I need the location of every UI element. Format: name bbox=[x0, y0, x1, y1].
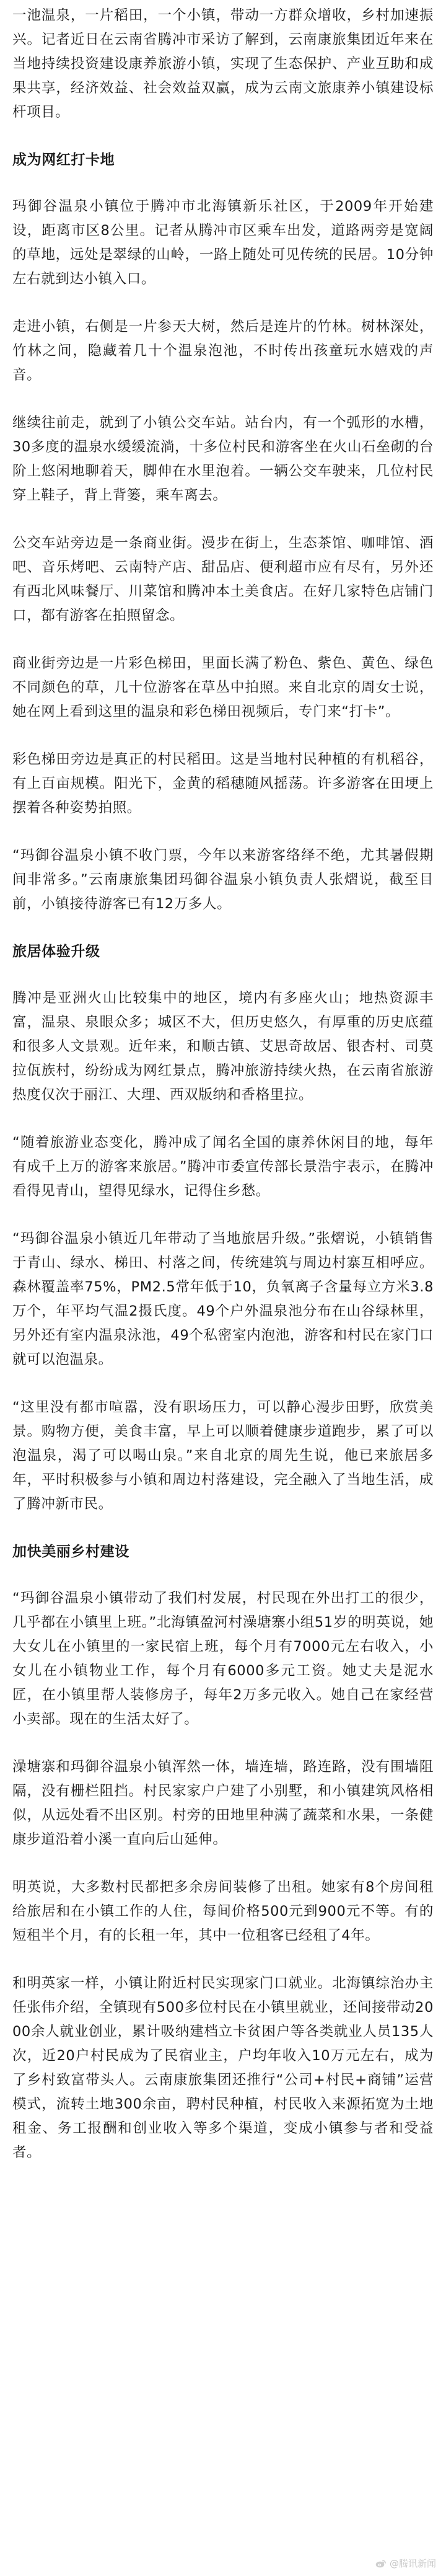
section-heading: 旅居体验升级 bbox=[12, 944, 100, 960]
article-paragraph: 继续往前走，就到了小镇公交车站。站台内，有一个弧形的水槽，30多度的温泉水缓缓流淌，十多位村民和游客坐在火山石垒砌的台阶上悠闲地聊着天，脚伸在水里泡着。一辆公交车驶来，几位村民穿上鞋子，背上背篓，乘车离去。 bbox=[12, 415, 434, 503]
article-paragraph: 玛御谷温泉小镇位于腾冲市北海镇新乐社区，于2009年开始建设，距离市区8公里。记者从腾冲市区乘车出发，道路两旁是宽阔的草地，远处是翠绿的山岭，一路上随处可见传统的民居。10分钟左右就到达小镇入口。 bbox=[12, 198, 434, 287]
article-paragraph: 走进小镇，右侧是一片参天大树，然后是连片的竹林。树林深处，竹林之间，隐藏着几十个温泉泡池，不时传出孩童玩水嬉戏的声音。 bbox=[12, 319, 434, 383]
article-paragraph: 明英说，大多数村民都把多余房间装修了出租。她家有8个房间租给旅居和在小镇工作的人住，每间价格500元到900元不等。有的短租半个月，有的长租一年，其中一位租客已经租了4年。 bbox=[12, 1879, 434, 1944]
article-paragraph: 澡塘寨和玛御谷温泉小镇浑然一体，墙连墙，路连路，没有围墙阻隔，没有栅栏阻挡。村民家家户户建了小别墅，和小镇建筑风格相似，从远处看不出区别。村旁的田地里种满了蔬菜和水果，一条健康步道沿着小溪一直向后山延伸。 bbox=[12, 1759, 434, 1848]
watermark bbox=[375, 2557, 436, 2570]
article-paragraph: 彩色梯田旁边是真正的村民稻田。这是当地村民种植的有机稻谷，有上百亩规模。阳光下，金黄的稻穗随风摇荡。许多游客在田埂上摆着各种姿势拍照。 bbox=[12, 751, 434, 816]
article-paragraph: 和明英家一样，小镇让附近村民实现家门口就业。北海镇综治办主任张伟介绍，全镇现有500多位村民在小镇里就业，还间接带动2000余人就业创业，累计吸纳建档立卡贫困户等各类就业人员135人次，近20户村民成为了民宿业主，户均年收入10万元左右，成为了乡村致富带头人。云南康旅集团还推行“公司+村民+商铺”运营模式，流转土地300余亩，聘村民种植，村民收入来源拓宽为土地租金、务工报酬和创业收入等多个渠道，变成小镇参与者和受益者。 bbox=[12, 1975, 434, 2161]
article-paragraph: 腾冲是亚洲火山比较集中的地区，境内有多座火山；地热资源丰富，温泉、泉眼众多；城区不大，但历史悠久，有厚重的历史底蕴和很多人文景观。近年来，和顺古镇、艾思奇故居、银杏村、司莫拉佤族村，纷纷成为网红景点，腾冲旅游持续火热，在云南省旅游热度仅次于丽江、大理、西双版纳和香格里拉。 bbox=[12, 990, 434, 1103]
article-paragraph: “这里没有都市喧嚣，没有职场压力，可以静心漫步田野，欣赏美景。购物方便，美食丰富，早上可以顺着健康步道跑步，累了可以泡温泉，渴了可以喝山泉。”来自北京的周先生说，他已来旅居多年，平时积极参与小镇和周边村落建设，完全融入了当地生活，成了腾冲新市民。 bbox=[12, 1399, 434, 1512]
article-paragraph: “玛御谷温泉小镇近几年带动了当地旅居升级。”张熠说，小镇销售于青山、绿水、梯田、村落之间，传统建筑与周边村寨互相呼应。森林覆盖率75%，PM2.5常年低于10，负氧离子含量每立方米3.8万个，年平均气温2摄氏度。49个户外温泉池分布在山谷绿林里，另外还有室内温泉泳池，49个私密室内泡池，游客和村民在家门口就可以泡温泉。 bbox=[12, 1231, 434, 1368]
article-paragraph: 商业街旁边是一片彩色梯田，里面长满了粉色、紫色、黄色、绿色不同颜色的草，几十位游客在草丛中拍照。来自北京的周女士说，她在网上看到这里的温泉和彩色梯田视频后，专门来“打卡”。 bbox=[12, 655, 434, 720]
watermark-text: @腾讯新闻 bbox=[389, 2558, 436, 2569]
article-paragraph: “随着旅游业态变化，腾冲成了闻名全国的康养休闲目的地，每年有成千上万的游客来旅居。”腾冲市委宣传部长景浩宇表示，在腾冲看得见青山，望得见绿水，记得住乡愁。 bbox=[12, 1135, 434, 1199]
article-paragraph: “玛御谷温泉小镇不收门票，今年以来游客络绎不绝，尤其暑假期间非常多。”云南康旅集团玛御谷温泉小镇负责人张熠说，截至目前，小镇接待游客已有12万多人。 bbox=[12, 848, 434, 912]
weibo-icon bbox=[375, 2559, 387, 2569]
article-paragraph: 一池温泉，一片稻田，一个小镇，带动一方群众增收，乡村加速振兴。记者近日在云南省腾冲市采访了解到，云南康旅集团近年来在当地持续投资建设康养旅游小镇，实现了生态保护、产业互助和成果共享，经济效益、社会效益双赢，成为云南文旅康养小镇建设标杆项目。 bbox=[12, 7, 434, 120]
article-paragraph: “玛御谷温泉小镇带动了我们村发展，村民现在外出打工的很少，几乎都在小镇里上班。”北海镇盈河村澡塘寨小组51岁的明英说，她大女儿在小镇里的一家民宿上班，每个月有7000元左右收入，小女儿在小镇物业工作，每个月有6000多元工资。她丈夫是泥水匠，在小镇里帮人装修房子，每年2万多元收入。她自己在家经营小卖部。现在的生活太好了。 bbox=[12, 1590, 434, 1727]
section-heading: 加快美丽乡村建设 bbox=[12, 1544, 129, 1560]
section-heading: 成为网红打卡地 bbox=[12, 152, 115, 168]
article-paragraph: 公交车站旁边是一条商业街。漫步在街上，生态茶馆、咖啡馆、酒吧、音乐烤吧、云南特产店、甜品店、便利超市应有尽有，另外还有西北风味餐厅、川菜馆和腾冲本土美食店。在好几家特色店铺门口，都有游客在拍照留念。 bbox=[12, 535, 434, 624]
